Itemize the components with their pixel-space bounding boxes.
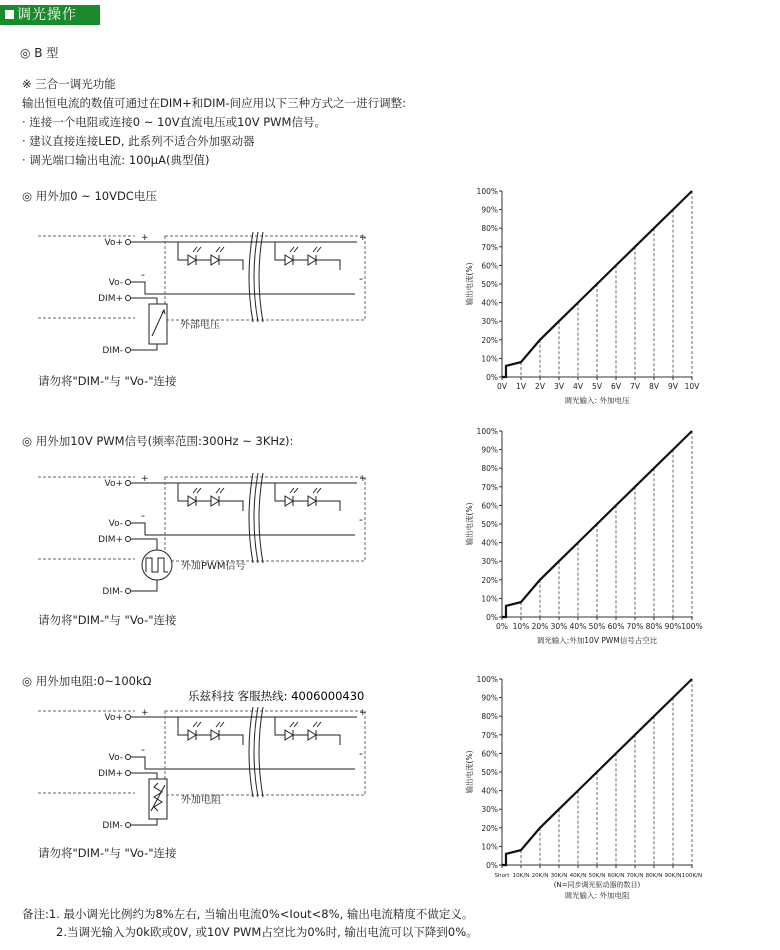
x-tick-label: 20K/N — [531, 873, 549, 879]
y-tick-label: 20% — [481, 823, 498, 833]
terminal-icon — [126, 755, 131, 760]
terminal-label-vo-plus: Vo+ — [104, 479, 123, 489]
warning-pwm: 请勿将"DIM-"与 "Vo-"连接 — [38, 613, 177, 627]
x-tick-label: 70K/N — [626, 873, 644, 879]
warning-resistor: 请勿将"DIM-"与 "Vo-"连接 — [38, 846, 177, 860]
terminal-label-vo-plus: Vo+ — [104, 713, 123, 723]
y-tick-label: 0% — [486, 373, 498, 382]
section-header — [0, 5, 100, 25]
led-box-outline — [165, 236, 365, 320]
y-tick-label: 20% — [481, 575, 498, 585]
intro-heading: ※ 三合一调光功能 — [22, 77, 116, 91]
terminal-label-dim-plus: DIM+ — [98, 535, 123, 545]
led-diode-icon — [308, 255, 316, 265]
break-mark-icon — [249, 232, 263, 322]
minus-sign: - — [141, 743, 145, 756]
y-tick-label: 70% — [481, 730, 498, 740]
led-diode-icon — [211, 496, 219, 506]
terminal-label-dim-minus: DIM- — [102, 821, 123, 831]
chart-resistor — [460, 668, 720, 912]
x-tick-label: 0% — [496, 622, 508, 631]
terminal-label-dim-minus: DIM- — [102, 346, 123, 356]
plus-sign: + — [141, 708, 149, 718]
break-mark-icon — [249, 473, 263, 563]
y-tick-label: 90% — [481, 445, 498, 455]
y-tick-label: 80% — [481, 712, 498, 722]
terminal-icon — [126, 823, 131, 828]
minus-sign: - — [359, 747, 363, 760]
y-tick-label: 90% — [481, 693, 498, 703]
y-tick-label: 20% — [481, 335, 498, 345]
y-tick-label: 30% — [481, 317, 498, 327]
y-tick-label: 40% — [481, 298, 498, 308]
terminal-icon — [126, 296, 131, 301]
led-diode-icon — [308, 496, 316, 506]
x-tick-label: 4V — [573, 382, 583, 391]
intro-bullet: · 调光端口输出电流: 100μA(典型值) — [22, 153, 210, 167]
y-tick-label: 70% — [481, 482, 498, 492]
terminal-icon — [126, 771, 131, 776]
terminal-label-vo-minus: Vo- — [108, 753, 123, 763]
x-tick-label: 100K/N — [681, 873, 703, 879]
driver-box-outline — [38, 711, 135, 793]
terminal-icon — [126, 348, 131, 353]
y-tick-label: 40% — [481, 786, 498, 796]
led-diode-icon — [188, 255, 196, 265]
intro-line: 输出恒电流的数值可通过在DIM+和DIM-间应用以下三种方式之一进行调整: — [22, 96, 406, 110]
x-tick-label: 20% — [531, 622, 549, 631]
x-axis-label: 调光输入: 外加电压 — [564, 396, 630, 405]
light-arrow-icon — [313, 247, 321, 252]
terminal-icon — [126, 589, 131, 594]
line-chart — [460, 180, 720, 415]
x-tick-label: 50K/N — [588, 873, 606, 879]
section-title-resistor: ◎ 用外加电阻:0~100kΩ — [22, 674, 152, 688]
terminal-label-vo-plus: Vo+ — [104, 238, 123, 248]
plus-sign: + — [141, 474, 149, 484]
x-tick-label: 40% — [569, 622, 587, 631]
x-tick-label: 1V — [516, 382, 526, 391]
plus-sign: + — [359, 233, 367, 243]
light-arrow-icon — [290, 247, 298, 252]
led-diode-icon — [188, 496, 196, 506]
y-tick-label: 100% — [476, 187, 498, 196]
section-title-pwm: ◎ 用外加10V PWM信号(频率范围:300Hz ~ 3KHz): — [22, 434, 294, 448]
driver-box-outline — [38, 236, 135, 318]
line-chart — [460, 420, 720, 655]
header-title: 调光操作 — [17, 7, 77, 23]
light-arrow-icon — [290, 722, 298, 727]
y-tick-label: 60% — [481, 261, 498, 271]
y-tick-label: 80% — [481, 224, 498, 234]
x-axis-label: 调光输入:外加10V PWM信号占空比 — [536, 636, 658, 645]
light-arrow-icon — [313, 722, 321, 727]
x-tick-label: 80K/N — [645, 873, 663, 879]
led-diode-icon — [211, 730, 219, 740]
led-box-outline — [165, 477, 365, 561]
intro-bullet: · 建议直接连接LED, 此系列不适合外加驱动器 — [22, 134, 255, 148]
minus-sign: - — [359, 513, 363, 526]
light-arrow-icon — [193, 247, 201, 252]
light-arrow-icon — [216, 488, 224, 493]
terminal-icon — [126, 280, 131, 285]
x-tick-label: 60% — [607, 622, 625, 631]
y-tick-label: 100% — [476, 675, 498, 684]
circuit-diagram — [35, 232, 375, 362]
y-tick-label: 90% — [481, 205, 498, 215]
driver-box-outline — [38, 477, 135, 559]
component-label: 外加电阻 — [181, 795, 221, 806]
square-icon — [5, 10, 14, 19]
y-tick-label: 50% — [481, 280, 498, 289]
y-tick-label: 30% — [481, 557, 498, 567]
terminal-label-dim-plus: DIM+ — [98, 769, 123, 779]
led-diode-icon — [308, 730, 316, 740]
x-tick-label: 10V — [684, 382, 700, 391]
circuit-voltage — [35, 232, 375, 366]
chart-voltage — [460, 180, 720, 419]
circuit-pwm — [35, 473, 375, 607]
chart-pwm — [460, 420, 720, 659]
x-tick-label: 5V — [592, 382, 602, 391]
y-tick-label: 60% — [481, 749, 498, 759]
x-axis-note: (N=同步调光驱动器的数目) — [553, 881, 641, 889]
x-tick-label: 60K/N — [607, 873, 625, 879]
y-tick-label: 100% — [476, 427, 498, 436]
x-tick-label: 80% — [645, 622, 663, 631]
terminal-label-dim-plus: DIM+ — [98, 294, 123, 304]
x-tick-label: 100% — [681, 622, 703, 631]
x-tick-label: 90% — [664, 622, 682, 631]
terminal-label-vo-minus: Vo- — [108, 278, 123, 288]
circuit-diagram — [35, 473, 375, 603]
terminal-label-dim-minus: DIM- — [102, 587, 123, 597]
x-tick-label: Short — [494, 873, 510, 879]
y-tick-label: 40% — [481, 538, 498, 548]
y-tick-label: 10% — [481, 354, 498, 364]
y-tick-label: 0% — [486, 613, 498, 622]
intro-block — [22, 75, 406, 170]
intro-bullet: · 连接一个电阻或连接0 ~ 10V直流电压或10V PWM信号。 — [22, 115, 326, 129]
led-diode-icon — [211, 255, 219, 265]
light-arrow-icon — [313, 488, 321, 493]
y-axis-label: 输出电流(%) — [465, 502, 474, 546]
circuit-resistor — [35, 707, 375, 841]
x-tick-label: 3V — [554, 382, 564, 391]
x-tick-label: 30% — [550, 622, 568, 631]
led-diode-icon — [285, 255, 293, 265]
y-tick-label: 0% — [486, 861, 498, 870]
x-tick-label: 40K/N — [569, 873, 587, 879]
x-axis-label: 调光输入: 外加电阻 — [564, 891, 630, 900]
plus-sign: + — [359, 708, 367, 718]
line-chart — [460, 668, 720, 908]
y-axis-label: 输出电流(%) — [465, 750, 474, 794]
circuit-diagram — [35, 707, 375, 837]
y-tick-label: 10% — [481, 594, 498, 604]
light-arrow-icon — [216, 722, 224, 727]
light-arrow-icon — [216, 247, 224, 252]
terminal-icon — [126, 715, 131, 720]
type-subtitle: ◎ B 型 — [20, 46, 59, 60]
x-tick-label: 8V — [649, 382, 659, 391]
led-diode-icon — [285, 730, 293, 740]
x-tick-label: 10% — [512, 622, 530, 631]
plus-sign: + — [141, 233, 149, 243]
y-tick-label: 50% — [481, 520, 498, 529]
x-tick-label: 6V — [611, 382, 621, 391]
warning-voltage: 请勿将"DIM-"与 "Vo-"连接 — [38, 374, 177, 388]
x-tick-label: 10K/N — [512, 873, 530, 879]
y-tick-label: 60% — [481, 501, 498, 511]
terminal-icon — [126, 521, 131, 526]
y-tick-label: 80% — [481, 464, 498, 474]
watermark-text: 乐兹科技 客服热线: 4006000430 — [188, 689, 365, 703]
note-line-2: 2.当调光输入为0k欧或0V, 或10V PWM占空比为0%时, 输出电流可以下降到0%。 — [56, 925, 478, 939]
component-label: 外加PWM信号 — [181, 561, 246, 572]
light-arrow-icon — [290, 488, 298, 493]
y-tick-label: 50% — [481, 768, 498, 777]
x-tick-label: 50% — [588, 622, 606, 631]
y-axis-label: 输出电流(%) — [465, 262, 474, 306]
x-tick-label: 0V — [497, 382, 507, 391]
minus-sign: - — [359, 272, 363, 285]
terminal-icon — [126, 240, 131, 245]
terminal-label-vo-minus: Vo- — [108, 519, 123, 529]
x-tick-label: 2V — [535, 382, 545, 391]
light-arrow-icon — [193, 722, 201, 727]
component-label: 外部电压 — [180, 320, 220, 331]
led-diode-icon — [285, 496, 293, 506]
light-arrow-icon — [193, 488, 201, 493]
y-tick-label: 70% — [481, 242, 498, 252]
x-tick-label: 7V — [630, 382, 640, 391]
break-mark-icon — [249, 707, 263, 797]
plus-sign: + — [359, 474, 367, 484]
terminal-icon — [126, 537, 131, 542]
y-tick-label: 30% — [481, 805, 498, 815]
led-diode-icon — [188, 730, 196, 740]
x-tick-label: 9V — [668, 382, 678, 391]
led-box-outline — [165, 711, 365, 795]
minus-sign: - — [141, 268, 145, 281]
y-tick-label: 10% — [481, 842, 498, 852]
x-tick-label: 90K/N — [664, 873, 682, 879]
x-tick-label: 30K/N — [550, 873, 568, 879]
note-line-1: 备注:1. 最小调光比例约为8%左右, 当输出电流0%<Iout<8%, 输出电流精度不做定义。 — [22, 907, 474, 921]
x-tick-label: 70% — [626, 622, 644, 631]
terminal-icon — [126, 481, 131, 486]
section-title-voltage: ◎ 用外加0 ~ 10VDC电压 — [22, 189, 157, 203]
minus-sign: - — [141, 509, 145, 522]
